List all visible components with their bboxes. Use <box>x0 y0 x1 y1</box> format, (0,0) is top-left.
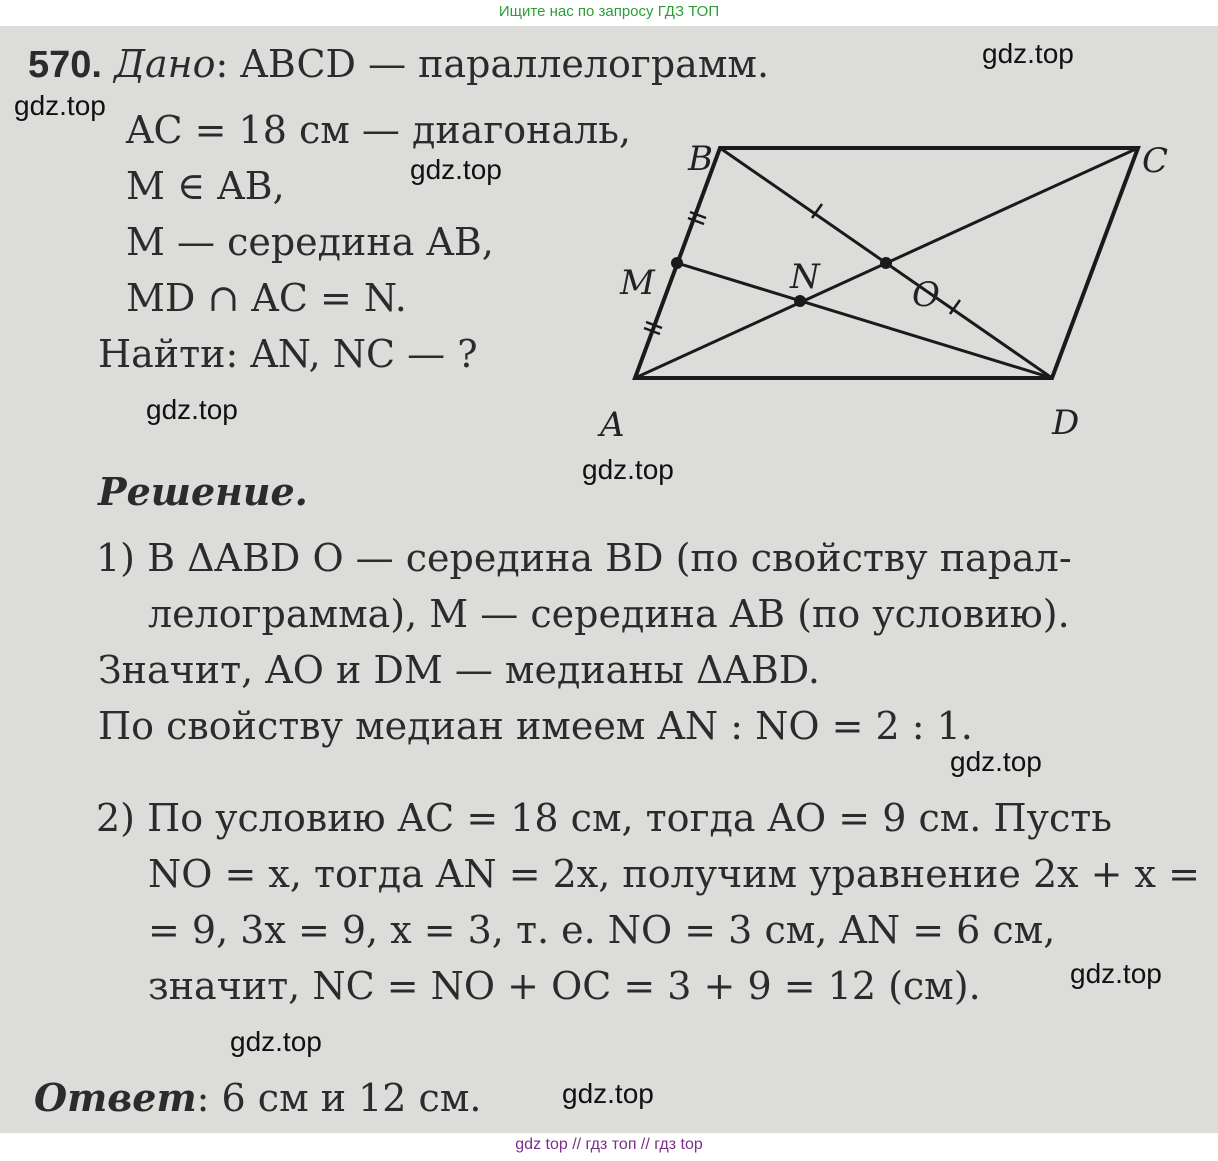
given-label: Дано <box>114 42 216 86</box>
given-line: : ABCD — параллелограмм. <box>215 42 770 86</box>
answer-label: Ответ <box>34 1075 197 1120</box>
watermark: gdz.top <box>230 1026 322 1057</box>
top-banner <box>0 0 1218 26</box>
segment-md <box>677 263 1052 378</box>
point-o <box>880 257 892 269</box>
point-m <box>671 257 683 269</box>
find-line: Найти: AN, NC — ? <box>98 332 478 376</box>
solution-line-5: 2) По условию AC = 18 см, тогда AO = 9 см. Пусть <box>96 796 1112 840</box>
label-o: O <box>912 275 940 315</box>
given-line-2: M ∈ AB, <box>126 164 285 208</box>
label-m: M <box>620 263 655 303</box>
label-a: A <box>600 405 625 445</box>
solution-line-8: значит, NC = NO + OC = 3 + 9 = 12 (см). <box>148 964 981 1008</box>
problem-header <box>28 42 769 87</box>
watermark: gdz.top <box>1070 958 1162 989</box>
watermark: gdz.top <box>982 38 1074 69</box>
solution-heading: Решение. <box>98 469 308 514</box>
given-line-1: AC = 18 см — диагональ, <box>126 108 632 152</box>
given-line-4: MD ∩ AC = N. <box>126 276 407 320</box>
watermark: gdz.top <box>582 454 674 485</box>
watermark: gdz.top <box>146 394 238 425</box>
solution-line-7: = 9, 3x = 9, x = 3, т. е. NO = 3 см, AN = 6 см, <box>148 908 1056 952</box>
solution-line-6: NO = x, тогда AN = 2x, получим уравнение 2x + x = <box>148 852 1200 896</box>
solution-line-1: 1) В ΔABD O — середина BD (по свойству парал- <box>96 536 1072 580</box>
answer-line <box>34 1076 481 1120</box>
label-n: N <box>790 257 820 297</box>
solution-line-3: Значит, AO и DM — медианы ΔABD. <box>98 648 820 692</box>
label-d: D <box>1052 403 1080 443</box>
solution-line-2: лелограмма), M — середина AB (по условию). <box>148 592 1070 636</box>
watermark: gdz.top <box>410 154 502 185</box>
label-c: C <box>1142 141 1169 181</box>
watermark: gdz.top <box>562 1078 654 1109</box>
bottom-banner <box>0 1133 1218 1161</box>
bottom-banner-text: gdz top // гдз топ // гдз top <box>515 1136 703 1153</box>
label-b: B <box>688 139 713 179</box>
watermark: gdz.top <box>950 746 1042 777</box>
problem-number: 570. <box>28 44 102 86</box>
textbook-page <box>0 26 1218 1133</box>
parallelogram-figure <box>590 138 1190 448</box>
solution-line-4: По свойству медиан имеем AN : NO = 2 : 1. <box>98 704 973 748</box>
answer-text: : 6 см и 12 см. <box>196 1076 482 1120</box>
search-banner-link[interactable]: Ищите нас по запросу ГДЗ ТОП <box>498 3 720 20</box>
given-line-3: M — середина AB, <box>126 220 494 264</box>
watermark: gdz.top <box>14 90 106 121</box>
